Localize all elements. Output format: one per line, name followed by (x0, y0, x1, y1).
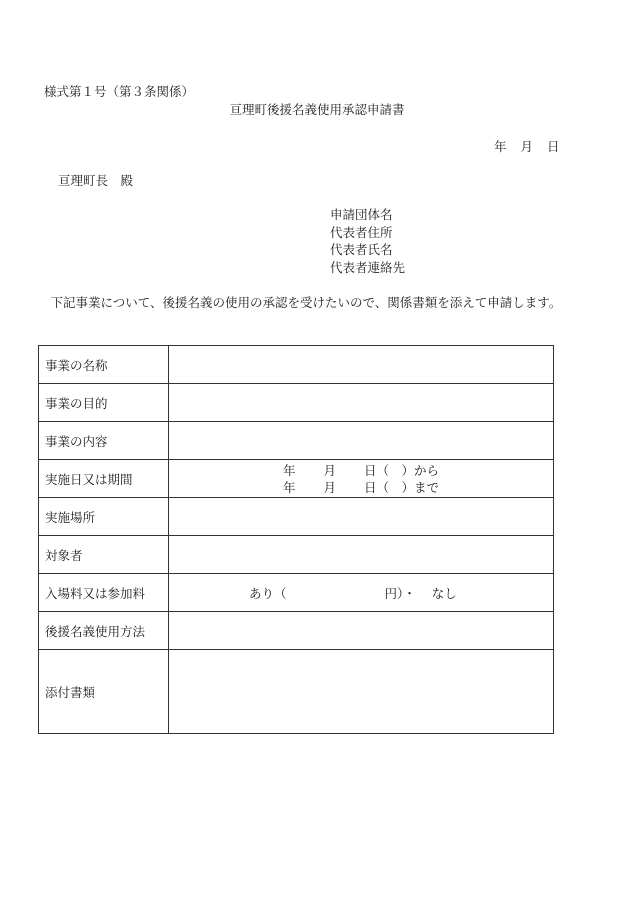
event-content-field[interactable] (169, 422, 554, 460)
period-to-day: 日（ ）まで (364, 479, 440, 495)
usage-method-field[interactable] (169, 612, 554, 650)
venue-field[interactable] (169, 498, 554, 536)
table-row (39, 612, 554, 650)
period-to-year: 年 (282, 479, 296, 495)
fee-field[interactable] (169, 574, 554, 612)
table-row (39, 650, 554, 734)
date-year: 年 (494, 139, 507, 154)
row-label-usage-method: 後援名義使用方法 (39, 612, 169, 650)
period-to (175, 479, 547, 496)
fee-yes[interactable]: あり（ (249, 585, 287, 601)
target-audience-field[interactable] (169, 536, 554, 574)
row-label-event-period: 実施日又は期間 (39, 460, 169, 498)
event-name-field[interactable] (169, 346, 554, 384)
table-row (39, 574, 554, 612)
period-from-year: 年 (282, 462, 296, 478)
application-table (38, 345, 554, 734)
row-label-fee: 入場料又は参加料 (39, 574, 169, 612)
applicant-rep-contact: 代表者連絡先 (330, 259, 406, 275)
row-label-event-content: 事業の内容 (39, 422, 169, 460)
applicant-block (330, 206, 405, 276)
fee-no[interactable]: なし (431, 585, 457, 601)
table-row (39, 346, 554, 384)
row-label-target-audience: 対象者 (39, 536, 169, 574)
request-statement: 下記事業について、後援名義の使用の承認を受けたいので、関係書類を添えて申請します。 (50, 295, 562, 310)
period-from-month: 月 (323, 462, 336, 478)
table-row (39, 498, 554, 536)
row-label-attachments: 添付書類 (39, 650, 169, 734)
addressee: 亘理町長 殿 (58, 173, 134, 188)
applicant-group-name: 申請団体名 (330, 207, 393, 222)
attachments-field[interactable] (169, 650, 554, 734)
event-period-field[interactable] (169, 460, 554, 498)
event-purpose-field[interactable] (169, 384, 554, 422)
table-row (39, 422, 554, 460)
period-from-day: 日（ ）から (364, 462, 440, 478)
table-row (39, 536, 554, 574)
row-label-event-purpose: 事業の目的 (39, 384, 169, 422)
date-month: 月 (520, 139, 534, 154)
period-to-month: 月 (323, 479, 336, 495)
form-number: 様式第１号（第３条関係） (44, 84, 195, 99)
period-from (175, 462, 547, 479)
row-label-venue: 実施場所 (39, 498, 169, 536)
table-row (39, 384, 554, 422)
fee-yen: 円）・ (384, 585, 416, 601)
row-label-event-name: 事業の名称 (39, 346, 169, 384)
date-day: 日 (547, 139, 560, 154)
applicant-rep-name: 代表者氏名 (330, 242, 393, 257)
document-title: 亘理町後援名義使用承認申請書 (229, 102, 405, 117)
applicant-rep-address: 代表者住所 (330, 224, 393, 240)
date-line (494, 137, 560, 155)
table-row (39, 460, 554, 498)
